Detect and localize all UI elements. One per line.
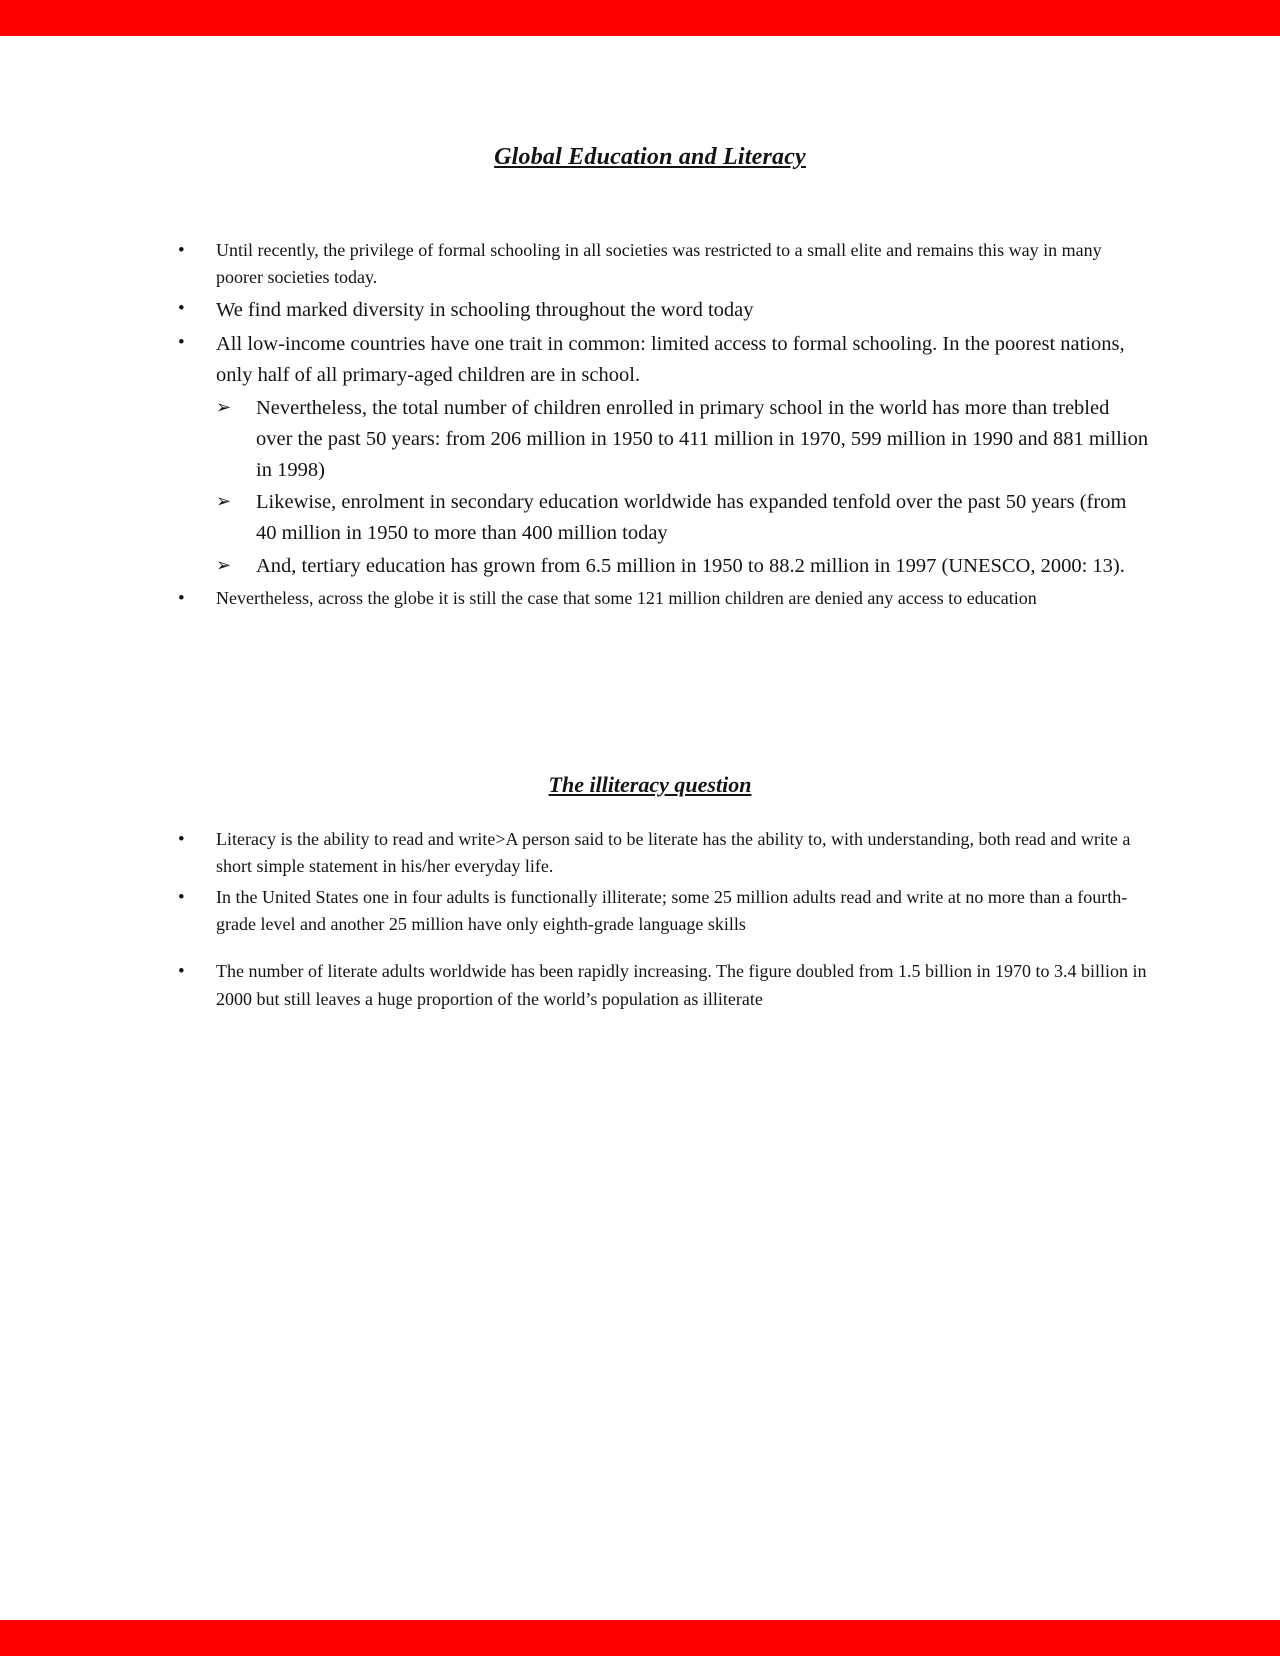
sub-bullet-text: Nevertheless, the total number of children enrolled in primary school in the world has more than trebled over the past 50 years: from 206 million in 1950 to 411 million in 1970, 599 million in 1990 and 881 million in 1998): [256, 397, 1149, 481]
list-item: [150, 329, 1150, 582]
list-item: [150, 237, 1150, 292]
bullet-text: In the United States one in four adults is functionally illiterate; some 25 million adults read and write at no more than a fourth-grade level and another 25 million have only eighth-grade language skills: [216, 886, 1128, 935]
arrow-bullet-icon: ➢: [216, 554, 232, 575]
bullet-text: Nevertheless, across the globe it is still the case that some 121 million children are denied any access to education: [216, 587, 1037, 608]
bottom-red-bar: [0, 1620, 1280, 1656]
bullet-icon: •: [178, 886, 185, 908]
arrow-bullet-icon: ➢: [216, 491, 232, 512]
list-item: [216, 393, 1150, 485]
list-item: [216, 487, 1150, 549]
section2-heading: The illiteracy question: [548, 772, 752, 798]
bullet-text: The number of literate adults worldwide has been rapidly increasing. The figure doubled from 1.5 billion in 1970 to 3.4 billion in 2000 but still leaves a huge proportion of the world’s population as illiterate: [216, 961, 1147, 1009]
top-red-bar: [0, 0, 1280, 36]
list-item: [216, 551, 1150, 582]
bullet-text: Until recently, the privilege of formal schooling in all societies was restricted to a small elite and remains this way in many poorer societies today.: [216, 240, 1102, 288]
bullet-text: All low-income countries have one trait in common: limited access to formal schooling. In the poorest nations, only half of all primary-aged children are in school.: [216, 332, 1125, 387]
bullet-text: We find marked diversity in schooling throughout the word today: [216, 298, 754, 321]
bullet-icon: •: [178, 587, 185, 609]
page-title: Global Education and Literacy: [494, 144, 806, 170]
document-content: [150, 36, 1150, 1620]
list-item: [150, 826, 1150, 881]
section1-bullet-list: [150, 237, 1150, 612]
bullet-icon: •: [178, 829, 185, 851]
list-item: [150, 884, 1150, 939]
arrow-bullet-icon: ➢: [216, 397, 232, 418]
bullet-icon: •: [178, 240, 185, 261]
section2-bullet-list: [150, 826, 1150, 1013]
sub-bullet-text: Likewise, enrolment in secondary education worldwide has expanded tenfold over the past 50 years (from 40 million in 1950 to more than 400 million today: [256, 491, 1127, 545]
bullet-icon: •: [178, 331, 185, 353]
list-item: [150, 585, 1150, 612]
bullet-icon: •: [178, 961, 185, 983]
list-item: [150, 958, 1150, 1013]
sub-bullet-text: And, tertiary education has grown from 6.5 million in 1950 to 88.2 million in 1997 (UNESCO, 2000: 13).: [256, 554, 1125, 577]
bullet-icon: •: [178, 297, 185, 319]
bullet-text: Literacy is the ability to read and write>A person said to be literate has the ability to, with understanding, both read and write a short simple statement in his/her everyday life.: [216, 829, 1131, 877]
section1-sub-bullet-list: [216, 393, 1150, 582]
list-item: [150, 295, 1150, 326]
